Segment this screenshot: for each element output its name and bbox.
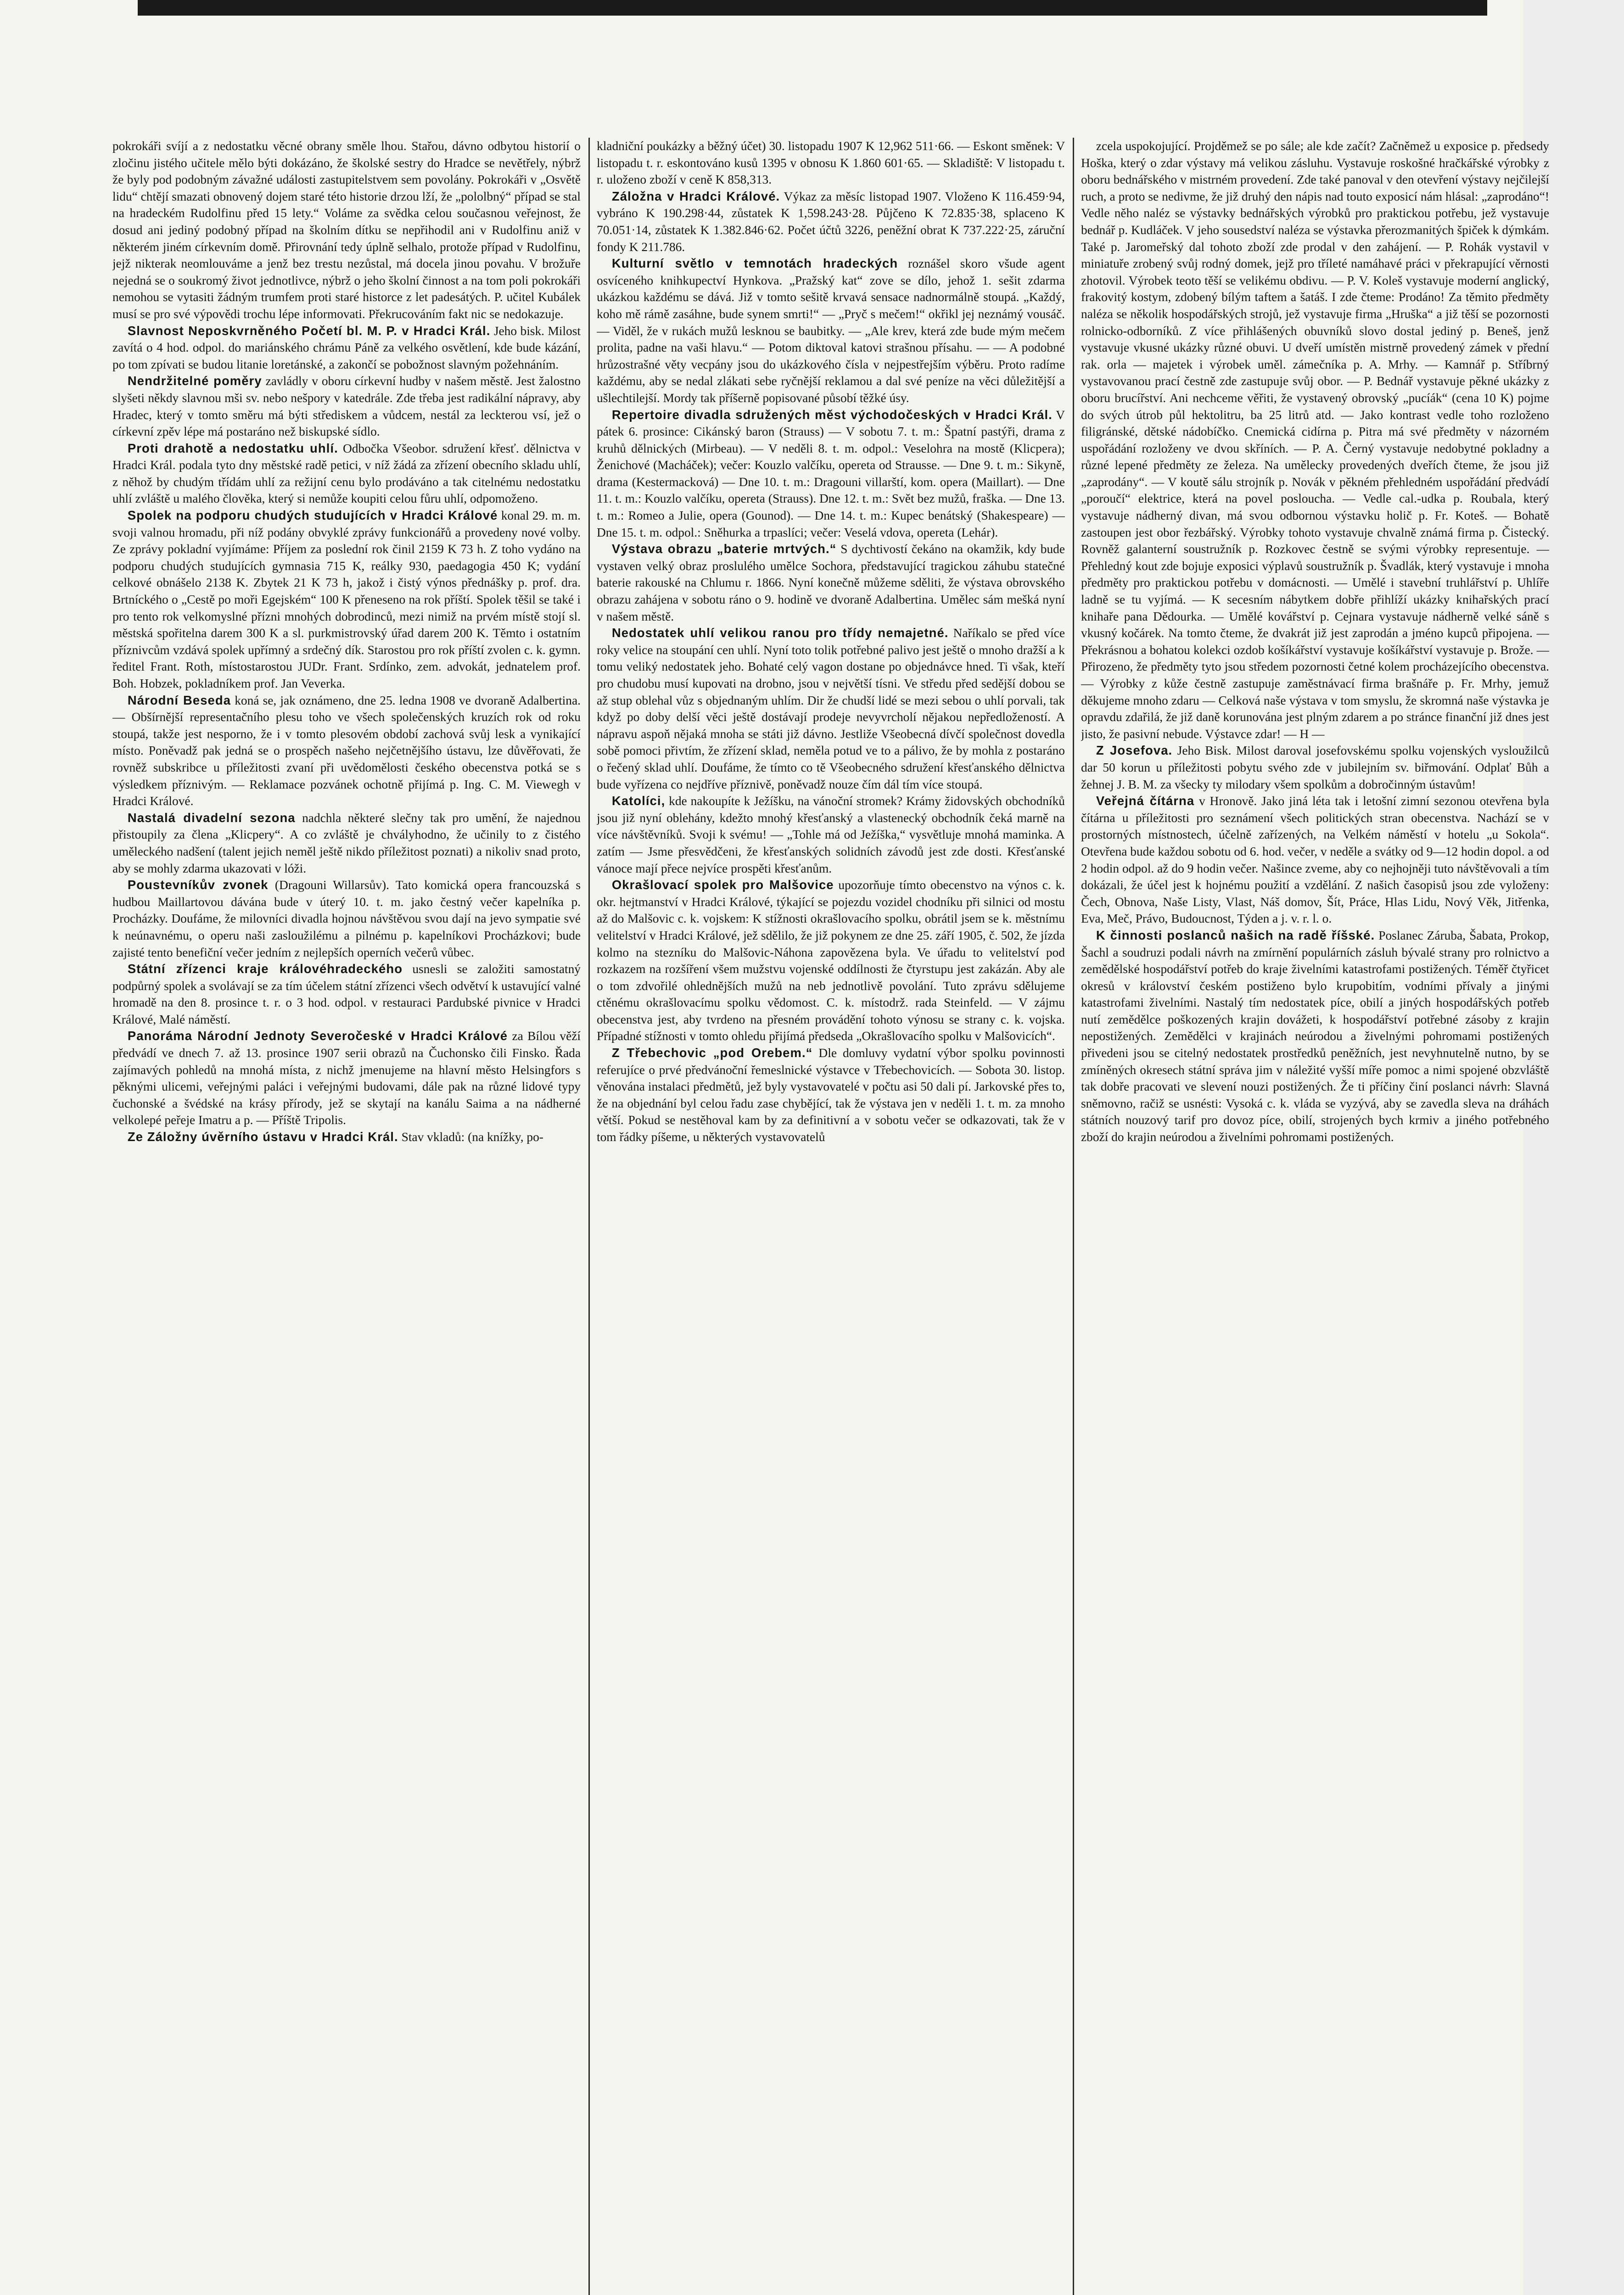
article-text: zcela uspokojující. Projděmež se po sále; ale kde začít? Začněmež u exposice p. předsedy Hoška, který o zdar výstavy má velikou zásluhu. Vystavuje roskošné hračkářské výrobky z oboru bednářského v mistrném provedení. Zde také panoval v den otevření výstavy nejčilejší ruch, a proto se nedivme, že již druhý den nápis nad touto exposicí nám hlásal: „zaprodáno“! Vedle něho naléz se výstavky bednářských výrobků pro praktickou potřebu, jež vystavuje bednář p. Kudláček. V jeho sousedství naléza se výstavka přerozmanitých špiček k dýmkám. Také p. Jaromeřský dal tohoto zboží zde prodal v den zahájení. — P. Rohák vystavil v miniatuře zrobený svůj rodný domek, jejž pro tříleté namáhavé práci v překrapující věrnosti zhotovil. Výrobek teoto těší se velikému obdivu. — P. V. Koleš vystavuje moderní anglický, frakovitý kostym, zdobený bílým taftem a šatáš. I zde čteme: Prodáno! Za těmito předměty naléza se několik hospodářských strojů, jež vystavuje firma „Hruška“ a již těší se pozornosti rolnicko-odborníků. Z více přihlášených obuvníků slovo dostal jediný p. Beneš, jenž vystavuje vkusné ukázky různé obuvi. U dveří umístěn mistrně provedený zámek v přední rak. orla — majetek i výrobek uměl. zámečníka p. A. Mrhy. — Kamnář p. Stříbrný vystavovanou prací čestně zde zastupuje svůj obor. — P. Bednář vystavuje pěkné ukázky z oboru brucířství. Ani nechceme věřiti, že vystavený obrovský „pucíák“ (cena 10 K) pojme do svých útrob půl hektolitru, ba 25 litrů atd. — Jako kontrast vedle toho rozloženo filigránské, dětské nádobíčko. Cnemická cidírna p. Pitra má své předměty v názorném uspořádání rozloženy ve dvou skříních. — P. A. Černý vystavuje nedobytné pokladny a různé lepené předměty ze železa. Na umělecky provedených dveřích čteme, že jsou již „zaprodány“. — V koutě sálu strojník p. Novák v pěkném přehledném uspořádání předvádí „poroučí“ elektrice, která na povel posloucha. — Vedle cal.-udka p. Roubala, který vystavuje nádherný divan, má svou odbornou výstavku holič p. Fr. Koteš. — Bohatě zastoupen jest obor řezbářský. Výrobky tohoto vystavuje chvalně známá firma p. Čistecký. Rovněž galanterní soustružník p. Rozkovec čestně se svými výrobky representuje. — Přehledný kout zde bojuje exposici výplavů soustružník p. Švadlák, který vystavuje i mnoha předměty pro praktickou potřebu v domácnosti. — Umělé i stavební truhlářství p. Uhlíře ladně se tu vyjímá. — K secesním nábytkem dobře přihlíží ukázky knihařských prací knihaře pana Dědourka. — Umělé kovářství p. Cejnara vystavuje nádherně velké sáně s vkusný kočárek. Na tomto čteme, že dvakrát již jest zaprodán a jméno kupců připojena. — Překrásnou a bohatou kolekci ozdob košíkářství vystavuje košíkářství vystavuje p. Brože. — Přirozeno, že předměty tyto jsou středem pozornosti četné kolem procházejícího obecenstva. — Výrobky z kůže čestně zastupuje zaměstnávací firma brašnáře p. Fr. Mrhy, jemuž děkujeme mnoho zdaru — Celková naše výstava v tom smyslu, že skromná naše výstavka je opravdu zdařilá, že již daně korunována jest plným zdarem a po stránce finanční již dnes jest jisto, že pasivní nebude. Výstavce zdar! — H — — [1081, 139, 1549, 741]
article-heading: Kulturní světlo v temnotách hradeckých — [611, 256, 898, 271]
article-paragraph — [112, 440, 581, 507]
article-paragraph — [112, 507, 581, 692]
article-paragraph — [112, 692, 581, 810]
article-heading: Státní zřízenci kraje královéhradeckého — [127, 962, 403, 976]
article-text: kladniční poukázky a běžný účet) 30. listopadu 1907 K 12,962 511·66. — Eskont směnek: V listopadu t. r. eskontováno kusů 1395 v obnosu K 1.860 601·65. — Skladiště: V listopadu t. r. uloženo zboží v ceně K 858,313. — [597, 139, 1065, 187]
article-text: Jeho Bisk. Milost daroval josefovskému spolku vojenských vysloužilců dar 50 korun u příležitosti pobytu svého zde v jubilejním sv. biřmování. Odplať Bůh a žehnej J. B. M. za všecky ty milodary všem spolkům a dobročinným ústavům! — [1081, 744, 1549, 791]
article-text: Jeho bisk. Milost zavítá o 4 hod. odpol. do mariánského chrámu Páně za velkého osvětlení, kde bude kázání, po tom zpívati se budou litanie loretánské, a zakončí se pobožnost slavným požehnáním. — [112, 324, 581, 371]
article-paragraph — [597, 541, 1065, 625]
article-text: konal 29. m. m. svoji valnou hromadu, při níž podány obvyklé zprávy funkcionářů a provedeny nové volby. Ze zprávy pokladní vyjímáme: Příjem za poslední rok činil 2159 K 73 h. Z toho vydáno na podporu chudých studujících gymnasia 715 K, reálky 930, paedagogia 450 K; vydání celkové obnášelo 2138 K. Zbytek 21 K 73 h, jakož i čistý výnos přednášky p. prof. dra. Brtníckého o „Cestě po moři Egejském“ 100 K přeneseno na rok příští. Spolek těšil se také i pro tento rok velkomyslné přízni mnohých dobrodinců, mezi nimiž na prvém místě stojí sl. městská spořitelna darem 300 K a sl. purkmistrovský úřad darem 200 K. Těmto i ostatním příznivcům vzdává spolek upřímný a srdečný dík. Starostou pro rok příští zvolen c. k. gymn. ředitel Frant. Roth, místostarostou JUDr. Frant. Srdínko, zem. advokát, jednatelem prof. Boh. Hobzek, pokladníkem prof. Jan Veverka. — [112, 509, 581, 690]
article-text: roznášel skoro všude agent osvíceného knihkupectví Hynkova. „Pražský kat“ zove se dílo, jehož 1. sešit zdarma ukázkou každému se dává. Již v tomto sešitě krvavá sensace nadnormálně stoupá. „Každý, koho mě rámě zasáhne, bude synem smrti!“ — „Pryč s mečem!“ okřikl jej neznámý vousáč. — Viděl, že v rukách mužů lesknou se baubitky. — „Ale krev, která zde bude mým mečem prolita, padne na vaši hlavu.“ — Potom diktoval katovi strašnou přísahu. — — A podobné hrůzostrašné věty vecpány jsou do ukázkového čísla v nejpestřejším výběru. Proto radíme každému, aby se nedal zlákati sebe ryčnější reklamou a dal své peníze na věci důležitější a ušlechtilejší. Mordy tak příšerně popisované působí těžké úsy. — [597, 257, 1065, 405]
article-heading: Poustevníkův zvonek — [127, 878, 269, 892]
article-paragraph — [597, 407, 1065, 541]
article-text: za Bílou věží předvádí ve dnech 7. až 13. prosince 1907 serii obrazů na Čuchonsko čili Finsko. Řada zajímavých pohledů na mnohá místa, z nichž jmenujeme na hlavní město Helsingfors s pěknými ulicemi, veřejnými paláci i veřejnými budovami, dále pak na různé lidové typy čuchonské a švédské na krásy přírody, jež se skytají na kanálu Saima a na nádherné velkolepé peřeje Imatru a p. — Příště Tripolis. — [112, 1029, 581, 1127]
article-text: V pátek 6. prosince: Cikánský baron (Strauss) — V sobotu 7. t. m.: Špatní pastýři, drama z kruhů dělnických (Mirbeau). — V neděli 8. t. m. odpol.: Veselohra na mostě (Klicpera); Ženichové (Macháček); večer: Kouzlo valčíku, opereta od Strausse. — Dne 9. t. m.: Sikyně, drama (Kestermacková) — Dne 10. t. m.: Dragouni villarští, kom. opera (Maillart). — Dne 11. t. m.: Kouzlo valčíku, opereta (Strauss). Dne 12. t. m.: Svět bez mužů, fraška. — Dne 13. t. m.: Romeo a Julie, opera (Gounod). — Dne 14. t. m.: Kupec benátský (Shakespeare) — Dne 15. t. m. odpol.: Sněhurka a trpaslíci; večer: Veselá vdova, opereta (Lehár). — [597, 408, 1065, 539]
column-right — [1081, 138, 1549, 2295]
article-heading: Národní Beseda — [127, 693, 231, 707]
article-text: upozorňuje tímto obecenstvo na výnos c. k. okr. hejtmanství v Hradci Králové, týkající se pojezdu vozidel chodníku při silnici od mostu až do Malšovic c. k. vojskem: K stížnosti okrašlovacího spolku, obrátil jsem se k. městnímu velitelství v Hradci Králové, jež sdělilo, že již pokynem ze dne 25. září 1905, č. 502, že jízda kolmo na stezníku do Malšovic-Náhona zapovězena byla. Ve úřadu to velitelství pod rozkazem na rozšíření všem mužstvu vojenské oddílnosti že čtyrstupu jest zakázán. Aby ale o tom zdvořilé ohlednějších mužů na neb jednotlivě povolání. Tuto zprávu sdělujeme ctěnému okrašlovacímu spolku vědomost. C. k. místodrž. rada Steinfeld. — V zájmu obecenstva jest, aby tvrdeno na přesném provádění tohoto výnosu se strany c. k. vojska. Případné stížnosti v tomto ohledu přijímá předseda „Okrašlovacího spolku v Malšovicích“. — [597, 878, 1065, 1043]
article-text: koná se, jak oznámeno, dne 25. ledna 1908 ve dvoraně Adalbertina. — Obšírnější representačního plesu toho ve všech společenských kruzích rok od roku stoupá, takže jest nesporno, že i v tomto plesovém období zachová svůj lesk a vynikající místo. Poněvadž pak jedná se o prospěch našeho nejčetnějšího ústavu, lze důvěřovati, že rovněž subskribce u příležitosti zvaní při uvědomělosti českého obecenstva potká se s výsledkem příznivým. — Reklamace pozvánek ochotně přijímá p. Ing. C. M. Viewegh v Hradci Králové. — [112, 693, 581, 808]
article-paragraph — [597, 625, 1065, 793]
article-heading: Repertoire divadla sdružených měst východočeských v Hradci Král. — [611, 407, 1053, 422]
article-heading: Okrašlovací spolek pro Malšovice — [611, 878, 834, 892]
column-middle — [597, 138, 1065, 2295]
article-heading: Ze Záložny úvěrního ústavu v Hradci Král. — [127, 1130, 398, 1144]
article-heading: Nendržitelné poměry — [127, 374, 262, 388]
article-paragraph — [1081, 793, 1549, 927]
column-rule-left — [588, 138, 590, 2295]
article-text: pokrokáři svíjí a z nedostatku věcné obrany směle lhou. Stařou, dávno odbytou historií o zločinu jistého učitele mělo býti dokázáno, že školské sestry do Hradce se nevětřely, nýbrž že byly pod podobným závažné události zastupitelstvem sem povolány. Pokrokáři v „Osvětě lidu“ chtějí smazati obnovený dojem staré této historie drzou lží, že „pololbný“ případ se stal na hradeckém Rudolfinu před 15 lety.“ Voláme za svědka celou současnou veřejnost, že dosud ani jediný podobný případ na školním dítku se nepřihodil ani v Rudolfinu aniž v některém jiném církevním domě. Přirovnání tedy úplně selhalo, protože případ v Rudolfinu, jejž nikterak neomlouváme a jenž bez trestu nezůstal, má docela jinou povahu. V brožuře nejedná se o soukromý život jednotlivce, nýbrž o jeho školní činnost a na tom poli pokrokáři nemohou se vytasiti žádným trumfem proti staré historce z let padesátých. P. učitel Kubálek musí se pro své výpovědi trochu lépe informovati. Překrucováním fakt nic se nedokazuje. — [112, 139, 581, 321]
article-heading: Výstava obrazu „baterie mrtvých.“ — [611, 542, 837, 556]
article-text: zavládly v oboru církevní hudby v našem městě. Jest žalostno slyšeti někdy slavnou mši sv. nebo nešpory v katedrále. Zde třeba jest radikální nápravy, aby Hradec, který v tomto směru má býti střediskem a vůdcem, nestál za leckterou vsí, jež o církevní zpěv lépe má postaráno než biskupské sídlo. — [112, 374, 581, 439]
article-paragraph — [112, 961, 581, 1028]
article-paragraph — [597, 877, 1065, 1045]
article-text: usnesli se založiti samostatný podpůrný spolek a svolávají se za tím účelem státní zřízenci všech odvětví k ustavující valné hromadě na den 8. prosince t. r. o 3 hod. odpol. v restauraci Pardubské pivnice v Hradci Králové, Malé náměstí. — [112, 962, 581, 1026]
article-heading: Katolíci, — [611, 794, 666, 808]
article-heading: Proti drahotě a nedostatku uhlí. — [127, 441, 338, 455]
article-paragraph — [597, 138, 1065, 188]
article-paragraph — [112, 1028, 581, 1129]
article-text: Dle domluvy vydatní výbor spolku povinnosti referujíce o prvé předvánoční řemeslnické výstavce v Třebechovicích. — Sobota 30. listop. věnována instalaci předmětů, jež byly vystavovatelé v počtu asi 50 dali pí. Jarkovské přes to, že na objednání byl celou řadu zase chybějící, tak že výstava jen v neděli 1. t. m. za mnoho větší. Pokud se nestěhoval kam by za definitivní a v sobotu večer se odkazovati, tak že v tom řádky píšeme, u některých vystavovatelů — [597, 1046, 1065, 1144]
column-left — [112, 138, 581, 2295]
article-text: Stav vkladů: (na knížky, po- — [398, 1130, 543, 1144]
article-text: v Hronově. Jako jiná léta tak i letošní zimní sezonou otevřena byla čítárna u příležitosti pro seznámení všech politických stran obecenstva. Nachází se v prostorných místnostech, účelně zařízených, na Velkém náměstí v hotelu „u Sokola“. Otevřena bude každou sobotu od 6. hod. večer, v neděle a svátky od 9—12 hodin dopol. a od 2 hodin odpol. až do 9 hodin večer. Našince zveme, aby co nejhojněji tuto návštěvovali a tím dokázali, že účel jest k hojnému použití a vzdělání. Z našich časopisů jsou zde vyloženy: Čech, Obnova, Naše Listy, Vlast, Náš domov, Šít, Práce, Hlas Lidu, Nový Věk, Jitřenka, Eva, Meč, Právo, Budoucnost, Týden a j. v. r. l. o. — [1081, 794, 1549, 926]
article-paragraph — [597, 188, 1065, 255]
article-text: Odbočka Všeobor. sdružení křesť. dělnictva v Hradci Král. podala tyto dny městské radě petici, v níž žádá za zřízení obecního skladu uhlí, z něhož by chudým třídám uhlí za režijní cenu bylo prodáváno a tak citelnému nedostatku uhlí zvláště u malého člověka, který si nemůže koupiti celou fůru uhlí, odpomoženo. — [112, 441, 581, 506]
article-text: Výkaz za měsíc listopad 1907. Vloženo K 116.459·94, vybráno K 190.298·44, zůstatek K 1,598.243·28. Půjčeno K 72.835·38, splaceno K 70.051·14, zůstatek K 1.382.846·62. Počet účtů 3226, peněžní obrat K 737.222·25, záruční fondy K 211.786. — [597, 189, 1065, 254]
article-heading: Nastalá divadelní sezona — [127, 810, 296, 825]
article-paragraph — [112, 138, 581, 323]
article-paragraph — [112, 373, 581, 440]
article-heading: Slavnost Neposkvrněného Početí bl. M. P. v Hradci Král. — [127, 323, 491, 338]
column-rule-right — [1073, 138, 1074, 2295]
article-paragraph — [597, 255, 1065, 406]
article-paragraph — [112, 1129, 581, 1146]
article-text: kde nakoupíte k Ježíšku, na vánoční stromek? Krámy židovských obchodníků jsou již nyní oblehány, kdežto mnohý křesťanský a vlastenecký obchodník čeká marně na více návštěvníků. Svoji k svému! — „Tohle má od Ježíška,“ vysvětluje mnohá maminka. A zatím — Jsme přesvědčeni, že křesťanských solidních závodů jest zde dosti. Křesťanské vánoce mají přece nejvíce prospěti křesťanům. — [597, 794, 1065, 875]
article-heading: Spolek na podporu chudých studujících v Hradci Králové — [127, 508, 498, 523]
article-paragraph — [1081, 138, 1549, 742]
article-text: nadchla některé slečny tak pro umění, že najednou přistoupily za člena „Klicpery“. A co zvláště je chvályhodno, že učinily to z čistého uměleckého nadšení (talent jejich neměl ještě nikdo příležitost poznati) a nikoliv snad proto, aby se mohly zdarma ukazovati v lóži. — [112, 811, 581, 875]
article-heading: Veřejná čítárna — [1096, 794, 1195, 808]
article-paragraph — [112, 323, 581, 373]
article-paragraph — [597, 793, 1065, 877]
article-heading: Nedostatek uhlí velikou ranou pro třídy nemajetné. — [611, 626, 949, 640]
article-text: Naříkalo se před více roky velice na stoupání cen uhlí. Nyní toto tolik potřebné palivo jest ještě o mnoho dražší a k tomu veliký nedostatek jeho. Bohaté celý vagon dostane po objednávce hned. Ti však, kteří pro chudobu musí kupovati na drobno, jsou v největší tísni. Ve středu před sedější dobou se až stup oblehal vůz s objednaným uhlím. Dir že chudší lidé se mezi sebou o uhlí porvali, tak když po doby delší věci ještě dostávají prodeje nevyvrcholí nějakou nepředložeností. A nápravu aspoň nějaká mnoha se státi již dávno. Jestliže Všeobecná dívčí společnost dovedla sobě pomoci přivtím, že zřízení sklad, neměla potud ve to a pálivo, že by mohla z postaráno o řečený sklad uhlí. Doufáme, že tímto co tě Všeobecného sdružení křesťanského dělnictva bude vyřízena co nejdříve příznivě, poněvadž nouze čím dál tím více stoupá. — [597, 626, 1065, 791]
article-paragraph — [1081, 742, 1549, 793]
article-paragraph — [112, 810, 581, 877]
article-heading: Z Josefova. — [1096, 743, 1173, 758]
article-heading: K činnosti poslanců našich na radě říšské. — [1096, 928, 1375, 942]
article-paragraph — [1081, 927, 1549, 1146]
article-text: (Dragouni Willarsův). Tato komická opera francouzská s hudbou Maillartovou dávána bude v úterý 10. t. m. jako čestný večer kapelníka p. Procházky. Doufáme, že milovníci divadla hojnou návštěvou svou dají na jevo sympatie své k neúnavnému, o operu naši zasloužilému a pilnému p. kapelníkovi Procházkovi; bude zajisté tento benefiční večer jedním z nejlepších operních večerů vůbec. — [112, 878, 581, 959]
scan-top-border — [138, 0, 1487, 16]
article-heading: Z Třebechovic „pod Orebem.“ — [611, 1046, 813, 1060]
article-text: Poslanec Záruba, Šabata, Prokop, Šachl a soudruzi podali návrh na zmírnění populárních zásluh bývalé strany pro rolnictvo a zemědělské hospodářství potřeb do kraje živelními katastrofami postižených. Téměř čtyřicet okresů v království českém postiženo bylo krupobitím, vodními přívaly a jinými katastrofami živelními. Nastalý tím nedostatek píce, obilí a jiných hospodářských potřeb nutí zemědělce poškozených krajin dovážeti, k hospodářství potřebné zásoby z krajin nepostižených. Zemědělci v krajinách neúrodou a živelnými pohromami postižených přivedeni jsou se citelný nedostatek prostředků peněžních, jest nevyhnutelně nutno, by se zmíněných okresech státní správa jim v náležité vyšší míře pomoc a nimi spojené obzvláště tak dobře pracovati ve slevení nouzi postižených. Že ti příčiny činí poslanci návrh: Slavná sněmovno, račiž se usnésti: Vysoká c. k. vláda se vyzývá, aby se zavedla sleva na dráhách státních nouzový tarif pro dovoz píce, obilí, strojených bych krmiv a jiného potřebného zboží do krajin neúrodou a živelními pohromami postižených. — [1081, 928, 1549, 1144]
article-heading: Panoráma Národní Jednoty Severočeské v Hradci Králové — [127, 1029, 508, 1043]
article-text: S dychtivostí čekáno na okamžik, kdy bude vystaven velký obraz proslulého umělce Sochora, představující tragickou záhubu statečné baterie rakouské na Chlumu r. 1866. Nyní konečně můžeme sděliti, že výstava obrovského obrazu zahájena v sobotu ráno o 9. hodině ve dvoraně Adalbertina. Umělec sám mešká nyní v našem městě. — [597, 542, 1065, 623]
article-heading: Záložna v Hradci Králové. — [611, 189, 780, 203]
article-paragraph — [597, 1045, 1065, 1146]
article-paragraph — [112, 877, 581, 961]
